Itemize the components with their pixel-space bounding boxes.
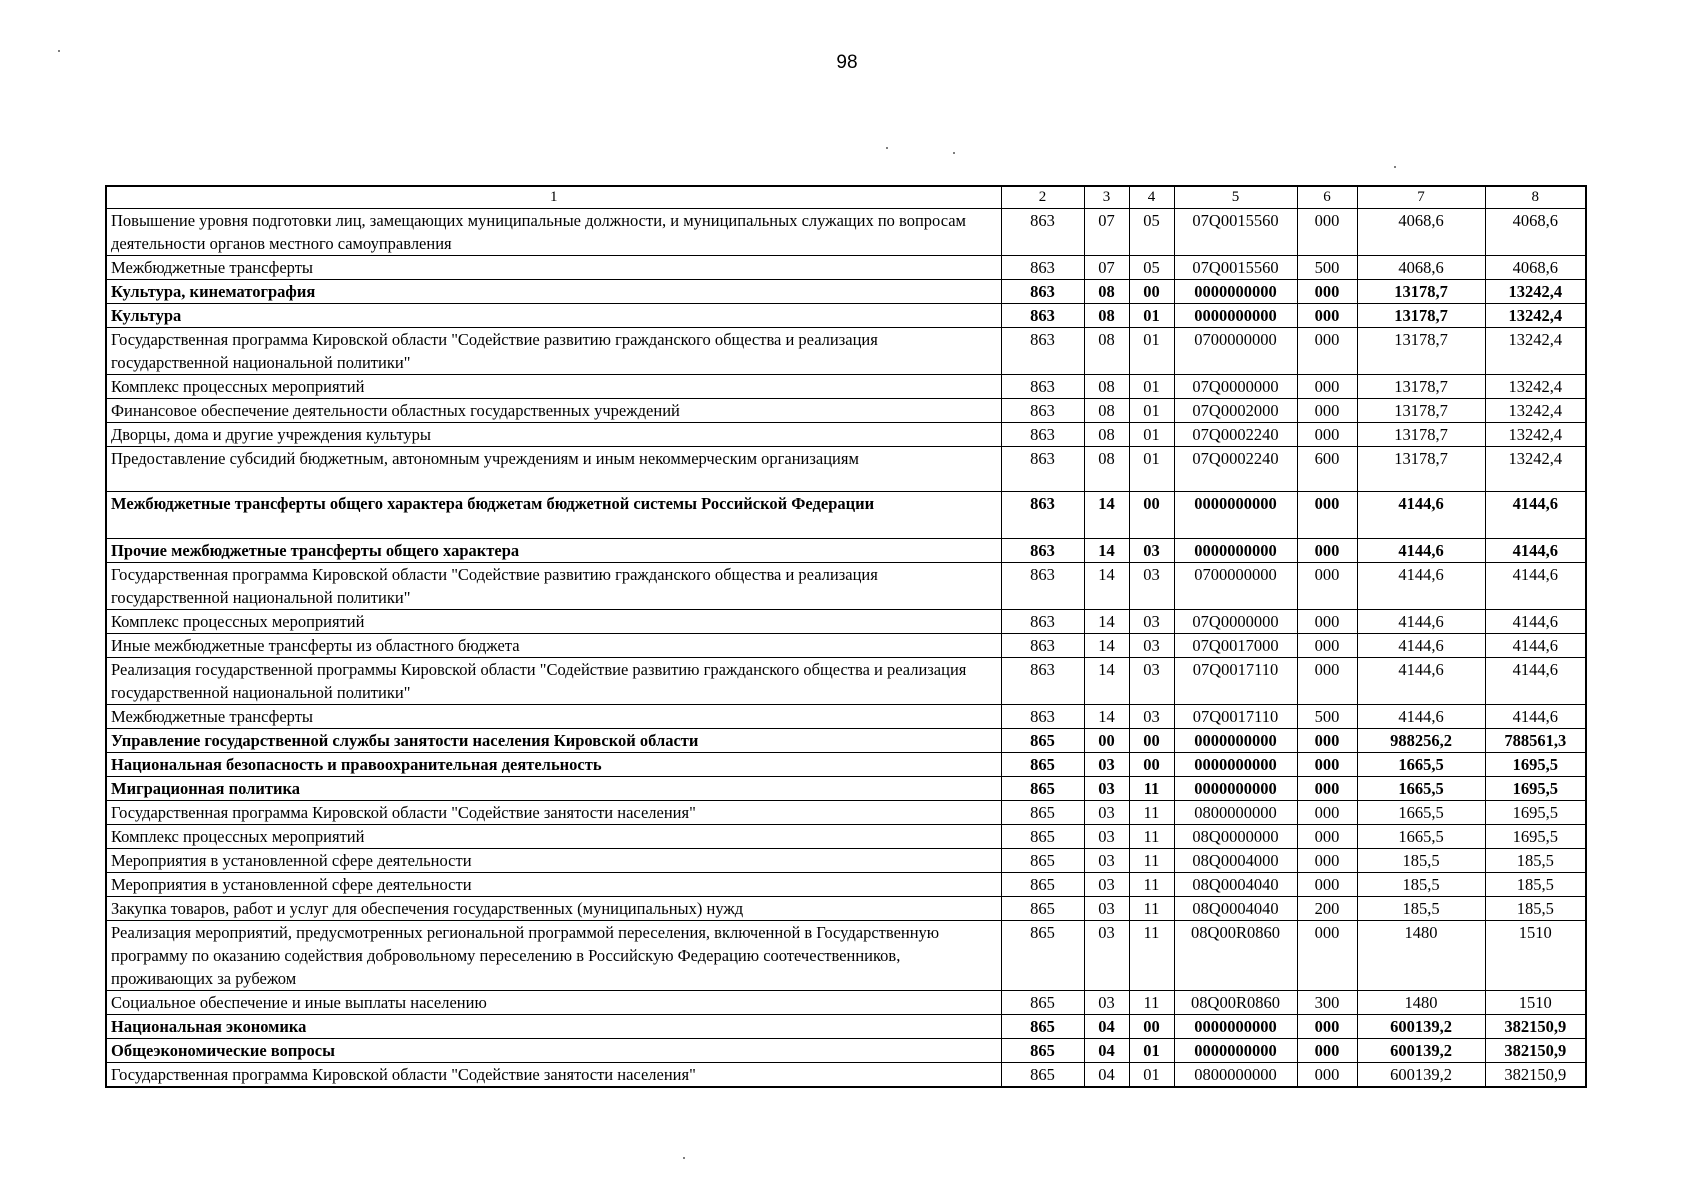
amount-year-1: 13178,7 — [1357, 399, 1485, 423]
table-row — [106, 563, 1586, 610]
code-subsection: 01 — [1129, 423, 1174, 447]
code-target: 07Q0017110 — [1174, 658, 1297, 705]
table-row — [106, 658, 1586, 705]
table-row — [106, 873, 1586, 897]
column-number-row — [106, 186, 1586, 209]
amount-year-2: 185,5 — [1485, 897, 1586, 921]
code-ministry: 863 — [1001, 375, 1084, 399]
amount-year-1: 185,5 — [1357, 849, 1485, 873]
code-section: 08 — [1084, 280, 1129, 304]
amount-year-2: 4144,6 — [1485, 705, 1586, 729]
table-body — [106, 209, 1586, 1088]
code-subsection: 11 — [1129, 991, 1174, 1015]
amount-year-1: 1665,5 — [1357, 753, 1485, 777]
amount-year-1: 13178,7 — [1357, 304, 1485, 328]
amount-year-1: 988256,2 — [1357, 729, 1485, 753]
scan-speck — [953, 152, 955, 154]
code-target: 0000000000 — [1174, 753, 1297, 777]
amount-year-2: 1695,5 — [1485, 777, 1586, 801]
code-subsection: 03 — [1129, 634, 1174, 658]
code-section: 14 — [1084, 610, 1129, 634]
code-ministry: 863 — [1001, 280, 1084, 304]
code-section: 08 — [1084, 423, 1129, 447]
code-expense-type: 000 — [1297, 801, 1357, 825]
code-ministry: 865 — [1001, 1015, 1084, 1039]
code-target: 07Q0015560 — [1174, 209, 1297, 256]
code-subsection: 05 — [1129, 256, 1174, 280]
code-target: 0000000000 — [1174, 280, 1297, 304]
table-row — [106, 209, 1586, 256]
scan-speck — [58, 50, 60, 52]
table-row — [106, 705, 1586, 729]
amount-year-2: 4068,6 — [1485, 209, 1586, 256]
code-target: 07Q0017000 — [1174, 634, 1297, 658]
code-ministry: 863 — [1001, 256, 1084, 280]
amount-year-1: 4144,6 — [1357, 634, 1485, 658]
code-section: 08 — [1084, 447, 1129, 492]
amount-year-1: 185,5 — [1357, 897, 1485, 921]
amount-year-2: 13242,4 — [1485, 399, 1586, 423]
code-section: 08 — [1084, 399, 1129, 423]
code-section: 03 — [1084, 897, 1129, 921]
code-expense-type: 000 — [1297, 1039, 1357, 1063]
amount-year-2: 4144,6 — [1485, 658, 1586, 705]
code-subsection: 11 — [1129, 873, 1174, 897]
table-row — [106, 1039, 1586, 1063]
code-expense-type: 000 — [1297, 921, 1357, 991]
code-section: 04 — [1084, 1063, 1129, 1088]
code-ministry: 863 — [1001, 399, 1084, 423]
row-name: Повышение уровня подготовки лиц, замещающих муниципальные должности, и муниципальных служащих по вопросам деятельности органов местного самоуправления — [106, 209, 1001, 256]
table-row — [106, 1015, 1586, 1039]
table-row — [106, 849, 1586, 873]
code-ministry: 863 — [1001, 634, 1084, 658]
code-expense-type: 000 — [1297, 1015, 1357, 1039]
code-subsection: 01 — [1129, 399, 1174, 423]
row-name: Межбюджетные трансферты общего характера бюджетам бюджетной системы Российской Федерации — [106, 492, 1001, 539]
row-name: Мероприятия в установленной сфере деятельности — [106, 873, 1001, 897]
amount-year-2: 4144,6 — [1485, 563, 1586, 610]
code-subsection: 03 — [1129, 658, 1174, 705]
column-header: 4 — [1129, 186, 1174, 209]
row-name: Управление государственной службы занятости населения Кировской области — [106, 729, 1001, 753]
table-row — [106, 328, 1586, 375]
amount-year-2: 1695,5 — [1485, 753, 1586, 777]
code-target: 07Q0002000 — [1174, 399, 1297, 423]
amount-year-1: 4144,6 — [1357, 563, 1485, 610]
table-row — [106, 897, 1586, 921]
code-section: 03 — [1084, 753, 1129, 777]
code-expense-type: 000 — [1297, 873, 1357, 897]
code-ministry: 865 — [1001, 825, 1084, 849]
code-section: 00 — [1084, 729, 1129, 753]
code-ministry: 863 — [1001, 304, 1084, 328]
amount-year-1: 13178,7 — [1357, 375, 1485, 399]
table-row — [106, 256, 1586, 280]
table-row — [106, 777, 1586, 801]
code-section: 07 — [1084, 209, 1129, 256]
code-target: 07Q0015560 — [1174, 256, 1297, 280]
row-name: Закупка товаров, работ и услуг для обеспечения государственных (муниципальных) нужд — [106, 897, 1001, 921]
row-name: Культура, кинематография — [106, 280, 1001, 304]
amount-year-1: 600139,2 — [1357, 1063, 1485, 1088]
code-subsection: 03 — [1129, 610, 1174, 634]
code-subsection: 00 — [1129, 753, 1174, 777]
amount-year-1: 13178,7 — [1357, 447, 1485, 492]
code-subsection: 11 — [1129, 897, 1174, 921]
code-ministry: 865 — [1001, 873, 1084, 897]
code-ministry: 865 — [1001, 991, 1084, 1015]
amount-year-2: 185,5 — [1485, 873, 1586, 897]
table-row — [106, 492, 1586, 539]
code-section: 08 — [1084, 375, 1129, 399]
amount-year-2: 382150,9 — [1485, 1015, 1586, 1039]
row-name: Иные межбюджетные трансферты из областного бюджета — [106, 634, 1001, 658]
code-ministry: 865 — [1001, 1039, 1084, 1063]
code-section: 03 — [1084, 777, 1129, 801]
code-subsection: 01 — [1129, 447, 1174, 492]
row-name: Комплекс процессных мероприятий — [106, 610, 1001, 634]
code-target: 07Q0000000 — [1174, 375, 1297, 399]
code-subsection: 01 — [1129, 1039, 1174, 1063]
code-subsection: 11 — [1129, 777, 1174, 801]
code-ministry: 863 — [1001, 423, 1084, 447]
amount-year-1: 13178,7 — [1357, 280, 1485, 304]
amount-year-2: 4144,6 — [1485, 610, 1586, 634]
code-section: 04 — [1084, 1039, 1129, 1063]
table-row — [106, 610, 1586, 634]
table-row — [106, 825, 1586, 849]
code-expense-type: 300 — [1297, 991, 1357, 1015]
code-section: 14 — [1084, 492, 1129, 539]
code-ministry: 863 — [1001, 563, 1084, 610]
code-subsection: 11 — [1129, 849, 1174, 873]
row-name: Мероприятия в установленной сфере деятельности — [106, 849, 1001, 873]
row-name: Прочие межбюджетные трансферты общего характера — [106, 539, 1001, 563]
code-target: 0000000000 — [1174, 492, 1297, 539]
code-expense-type: 600 — [1297, 447, 1357, 492]
code-expense-type: 000 — [1297, 328, 1357, 375]
row-name: Миграционная политика — [106, 777, 1001, 801]
code-ministry: 865 — [1001, 777, 1084, 801]
amount-year-2: 382150,9 — [1485, 1063, 1586, 1088]
code-ministry: 863 — [1001, 539, 1084, 563]
row-name: Межбюджетные трансферты — [106, 256, 1001, 280]
code-subsection: 03 — [1129, 563, 1174, 610]
code-subsection: 05 — [1129, 209, 1174, 256]
code-expense-type: 500 — [1297, 256, 1357, 280]
amount-year-1: 1665,5 — [1357, 777, 1485, 801]
code-ministry: 865 — [1001, 897, 1084, 921]
amount-year-2: 13242,4 — [1485, 447, 1586, 492]
code-target: 0700000000 — [1174, 563, 1297, 610]
table-row — [106, 539, 1586, 563]
code-section: 14 — [1084, 705, 1129, 729]
code-section: 14 — [1084, 539, 1129, 563]
table-row — [106, 801, 1586, 825]
column-header: 8 — [1485, 186, 1586, 209]
code-target: 08Q0004040 — [1174, 873, 1297, 897]
column-header: 2 — [1001, 186, 1084, 209]
amount-year-1: 600139,2 — [1357, 1039, 1485, 1063]
row-name: Государственная программа Кировской области "Содействие развитию гражданского общества и реализация государственной национальной политики" — [106, 328, 1001, 375]
row-name: Национальная безопасность и правоохранительная деятельность — [106, 753, 1001, 777]
code-section: 03 — [1084, 921, 1129, 991]
amount-year-1: 1480 — [1357, 921, 1485, 991]
code-section: 14 — [1084, 658, 1129, 705]
scan-speck — [886, 147, 888, 149]
code-section: 04 — [1084, 1015, 1129, 1039]
code-section: 03 — [1084, 991, 1129, 1015]
code-target: 08Q0000000 — [1174, 825, 1297, 849]
code-expense-type: 000 — [1297, 777, 1357, 801]
code-subsection: 03 — [1129, 705, 1174, 729]
code-subsection: 01 — [1129, 328, 1174, 375]
table-row — [106, 1063, 1586, 1088]
code-section: 03 — [1084, 801, 1129, 825]
code-expense-type: 000 — [1297, 375, 1357, 399]
amount-year-2: 382150,9 — [1485, 1039, 1586, 1063]
code-expense-type: 000 — [1297, 753, 1357, 777]
amount-year-2: 4144,6 — [1485, 492, 1586, 539]
amount-year-1: 4144,6 — [1357, 705, 1485, 729]
amount-year-1: 4144,6 — [1357, 658, 1485, 705]
code-target: 07Q0000000 — [1174, 610, 1297, 634]
row-name: Дворцы, дома и другие учреждения культуры — [106, 423, 1001, 447]
row-name: Реализация мероприятий, предусмотренных региональной программой переселения, включенной в Государственную программу по оказанию содействия добровольному переселению в Российскую Федерацию соотечественников, проживающих за рубежом — [106, 921, 1001, 991]
code-ministry: 865 — [1001, 729, 1084, 753]
code-section: 08 — [1084, 304, 1129, 328]
amount-year-1: 13178,7 — [1357, 328, 1485, 375]
scan-speck — [683, 1157, 685, 1159]
amount-year-2: 13242,4 — [1485, 328, 1586, 375]
code-ministry: 865 — [1001, 1063, 1084, 1088]
column-header: 6 — [1297, 186, 1357, 209]
code-expense-type: 500 — [1297, 705, 1357, 729]
amount-year-1: 4144,6 — [1357, 610, 1485, 634]
code-target: 0000000000 — [1174, 1015, 1297, 1039]
code-section: 07 — [1084, 256, 1129, 280]
table-row — [106, 729, 1586, 753]
code-ministry: 865 — [1001, 753, 1084, 777]
row-name: Государственная программа Кировской области "Содействие развитию гражданского общества и реализация государственной национальной политики" — [106, 563, 1001, 610]
row-name: Комплекс процессных мероприятий — [106, 825, 1001, 849]
row-name: Государственная программа Кировской области "Содействие занятости населения" — [106, 1063, 1001, 1088]
code-target: 08Q00R0860 — [1174, 991, 1297, 1015]
table-row — [106, 304, 1586, 328]
table-row — [106, 375, 1586, 399]
row-name: Предоставление субсидий бюджетным, автономным учреждениям и иным некоммерческим организациям — [106, 447, 1001, 492]
code-expense-type: 000 — [1297, 539, 1357, 563]
code-target: 07Q0002240 — [1174, 447, 1297, 492]
amount-year-1: 4144,6 — [1357, 492, 1485, 539]
amount-year-1: 4144,6 — [1357, 539, 1485, 563]
table-row — [106, 447, 1586, 492]
amount-year-1: 600139,2 — [1357, 1015, 1485, 1039]
code-ministry: 863 — [1001, 658, 1084, 705]
scan-speck — [1394, 166, 1396, 168]
code-expense-type: 000 — [1297, 492, 1357, 539]
amount-year-2: 4144,6 — [1485, 539, 1586, 563]
column-header: 3 — [1084, 186, 1129, 209]
code-expense-type: 000 — [1297, 280, 1357, 304]
row-name: Реализация государственной программы Кировской области "Содействие развитию гражданского общества и реализация государственной национальной политики" — [106, 658, 1001, 705]
code-section: 14 — [1084, 563, 1129, 610]
code-target: 0000000000 — [1174, 729, 1297, 753]
amount-year-1: 1665,5 — [1357, 801, 1485, 825]
amount-year-2: 13242,4 — [1485, 280, 1586, 304]
row-name: Межбюджетные трансферты — [106, 705, 1001, 729]
code-ministry: 865 — [1001, 849, 1084, 873]
code-expense-type: 000 — [1297, 849, 1357, 873]
code-expense-type: 200 — [1297, 897, 1357, 921]
code-subsection: 11 — [1129, 921, 1174, 991]
code-target: 07Q0017110 — [1174, 705, 1297, 729]
table-row — [106, 991, 1586, 1015]
row-name: Комплекс процессных мероприятий — [106, 375, 1001, 399]
code-ministry: 863 — [1001, 705, 1084, 729]
code-target: 0000000000 — [1174, 1039, 1297, 1063]
code-target: 0000000000 — [1174, 539, 1297, 563]
code-ministry: 865 — [1001, 801, 1084, 825]
code-section: 03 — [1084, 849, 1129, 873]
code-subsection: 03 — [1129, 539, 1174, 563]
table-row — [106, 423, 1586, 447]
column-header: 7 — [1357, 186, 1485, 209]
code-expense-type: 000 — [1297, 729, 1357, 753]
row-name: Государственная программа Кировской области "Содействие занятости населения" — [106, 801, 1001, 825]
code-subsection: 11 — [1129, 825, 1174, 849]
code-target: 0000000000 — [1174, 304, 1297, 328]
row-name: Общеэкономические вопросы — [106, 1039, 1001, 1063]
code-expense-type: 000 — [1297, 610, 1357, 634]
row-name: Культура — [106, 304, 1001, 328]
code-subsection: 00 — [1129, 1015, 1174, 1039]
amount-year-2: 1695,5 — [1485, 801, 1586, 825]
row-name: Социальное обеспечение и иные выплаты населению — [106, 991, 1001, 1015]
code-subsection: 00 — [1129, 280, 1174, 304]
code-section: 14 — [1084, 634, 1129, 658]
table-row — [106, 634, 1586, 658]
amount-year-2: 13242,4 — [1485, 304, 1586, 328]
code-subsection: 00 — [1129, 492, 1174, 539]
code-target: 0800000000 — [1174, 801, 1297, 825]
amount-year-2: 4144,6 — [1485, 634, 1586, 658]
amount-year-2: 1510 — [1485, 991, 1586, 1015]
code-target: 0800000000 — [1174, 1063, 1297, 1088]
code-target: 08Q0004040 — [1174, 897, 1297, 921]
code-subsection: 01 — [1129, 304, 1174, 328]
amount-year-1: 1480 — [1357, 991, 1485, 1015]
code-section: 03 — [1084, 825, 1129, 849]
amount-year-1: 4068,6 — [1357, 256, 1485, 280]
amount-year-2: 13242,4 — [1485, 375, 1586, 399]
row-name: Национальная экономика — [106, 1015, 1001, 1039]
code-section: 08 — [1084, 328, 1129, 375]
table-row — [106, 921, 1586, 991]
page-number: 98 — [836, 52, 858, 73]
code-expense-type: 000 — [1297, 825, 1357, 849]
code-ministry: 863 — [1001, 209, 1084, 256]
table-row — [106, 753, 1586, 777]
code-ministry: 863 — [1001, 610, 1084, 634]
amount-year-2: 4068,6 — [1485, 256, 1586, 280]
table-row — [106, 280, 1586, 304]
table-row — [106, 399, 1586, 423]
row-name: Финансовое обеспечение деятельности областных государственных учреждений — [106, 399, 1001, 423]
code-target: 07Q0002240 — [1174, 423, 1297, 447]
code-expense-type: 000 — [1297, 399, 1357, 423]
amount-year-1: 1665,5 — [1357, 825, 1485, 849]
code-subsection: 01 — [1129, 1063, 1174, 1088]
budget-table — [105, 185, 1587, 1088]
code-expense-type: 000 — [1297, 423, 1357, 447]
amount-year-2: 13242,4 — [1485, 423, 1586, 447]
amount-year-2: 788561,3 — [1485, 729, 1586, 753]
code-target: 08Q0004000 — [1174, 849, 1297, 873]
code-subsection: 11 — [1129, 801, 1174, 825]
code-ministry: 865 — [1001, 921, 1084, 991]
amount-year-2: 1695,5 — [1485, 825, 1586, 849]
code-target: 0000000000 — [1174, 777, 1297, 801]
code-expense-type: 000 — [1297, 304, 1357, 328]
code-expense-type: 000 — [1297, 209, 1357, 256]
amount-year-2: 185,5 — [1485, 849, 1586, 873]
code-subsection: 01 — [1129, 375, 1174, 399]
amount-year-2: 1510 — [1485, 921, 1586, 991]
code-expense-type: 000 — [1297, 634, 1357, 658]
amount-year-1: 13178,7 — [1357, 423, 1485, 447]
column-header: 1 — [106, 186, 1001, 209]
code-section: 03 — [1084, 873, 1129, 897]
code-subsection: 00 — [1129, 729, 1174, 753]
code-expense-type: 000 — [1297, 658, 1357, 705]
column-header: 5 — [1174, 186, 1297, 209]
code-expense-type: 000 — [1297, 1063, 1357, 1088]
code-target: 0700000000 — [1174, 328, 1297, 375]
amount-year-1: 4068,6 — [1357, 209, 1485, 256]
code-ministry: 863 — [1001, 447, 1084, 492]
code-target: 08Q00R0860 — [1174, 921, 1297, 991]
code-expense-type: 000 — [1297, 563, 1357, 610]
amount-year-1: 185,5 — [1357, 873, 1485, 897]
code-ministry: 863 — [1001, 492, 1084, 539]
code-ministry: 863 — [1001, 328, 1084, 375]
